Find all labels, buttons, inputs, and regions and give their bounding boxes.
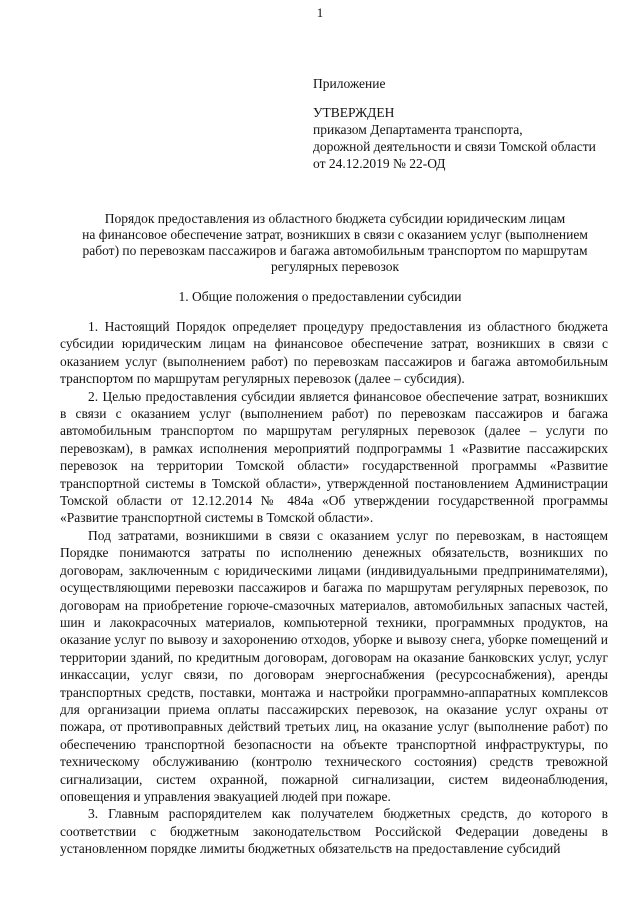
paragraph-3: 3. Главным распорядителем как получателем бюджетных средств, до которого в соответствии с бюджетным законодательством Российской Федерации доведены в установленном порядке лимиты бюджетных обязательств на предоставление субсидий bbox=[60, 806, 608, 857]
title-line: работ) по перевозкам пассажиров и багажа автомобильным транспортом по маршрутам bbox=[82, 243, 588, 258]
title-line: Порядок предоставления из областного бюджета субсидии юридическим лицам bbox=[104, 211, 566, 226]
paragraph-costs: Под затратами, возникшими в связи с оказанием услуг по перевозкам, в настоящем Порядке понимаются затраты по исполнению денежных обязательств, возникших по договорам, заключенным с юридическими лицами (индивидуальными предпринимателями), осуществляющими перевозки пассажиров и багажа по маршрутам регулярных перевозок, по договорам на приобретение горюче-смазочных материалов, автомобильных запасных частей, шин и лакокрасочных материалов, компьютерной техники, программных продуктов, на оказание услуг по вывозу и захоронению отходов, уборке и вывозу снега, уборке помещений и территории зданий, по кредитным договорам, договорам на оказание банковских услуг, услуг инкассации, услуг связи, по договорам энергоснабжения (ресурсоснабжения), аренды транспортных средств, поставки, монтажа и настройки программно-аппаратных комплексов для организации приема оплаты пассажирских перевозок, на оказание услуг охраны от пожара, от противоправных действий третьих лиц, на оказание услуг (выполнение работ) по обеспечению транспортной безопасности на объекте транспортной инфраструктуры, по техническому обслуживанию (контролю технического состояния) средств тревожной сигнализации, систем охранной, пожарной сигнализации, систем видеонаблюдения, оповещения и управления эвакуацией людей при пожаре. bbox=[60, 527, 608, 804]
title-line: регулярных перевозок bbox=[270, 259, 400, 274]
order-line: от 24.12.2019 № 22-ОД bbox=[313, 156, 446, 171]
order-line: дорожной деятельности и связи Томской области bbox=[313, 139, 596, 154]
order-reference bbox=[313, 121, 596, 172]
document-title bbox=[60, 211, 610, 275]
title-line: на финансовое обеспечение затрат, возникших в связи с оказанием услуг (выполнением bbox=[82, 227, 588, 242]
page-number: 1 bbox=[316, 5, 324, 20]
appendix-label: Приложение bbox=[313, 76, 386, 91]
section-heading: 1. Общие положения о предоставлении субсидии bbox=[178, 289, 462, 304]
paragraph-1: 1. Настоящий Порядок определяет процедуру предоставления из областного бюджета субсидии юридическим лицам на финансовое обеспечение затрат, возникших в связи с оказанием услуг (выполнением работ) по перевозкам пассажиров и багажа автомобильным транспортом по маршрутам регулярных перевозок (далее – субсидия). bbox=[60, 319, 608, 387]
approval-block bbox=[313, 75, 596, 172]
paragraph-2: 2. Целью предоставления субсидии является финансовое обеспечение затрат, возникших в связи с оказанием услуг (выполнением работ) по перевозкам пассажиров и багажа автомобильным транспортом по маршрутам регулярных перевозок (далее – услуги по перевозкам), в рамках исполнения мероприятий подпрограммы 1 «Развитие пассажирских перевозок на территории Томской области» государственной программы «Развитие транспортной системы в Томской области», утвержденной постановлением Администрации Томской области от 12.12.2014 № 484а «Об утверждении государственной программы «Развитие транспортной системы в Томской области». bbox=[60, 388, 608, 526]
document-body bbox=[60, 318, 608, 858]
approved-label: УТВЕРЖДЕН bbox=[313, 105, 395, 120]
order-line: приказом Департамента транспорта, bbox=[313, 122, 523, 137]
